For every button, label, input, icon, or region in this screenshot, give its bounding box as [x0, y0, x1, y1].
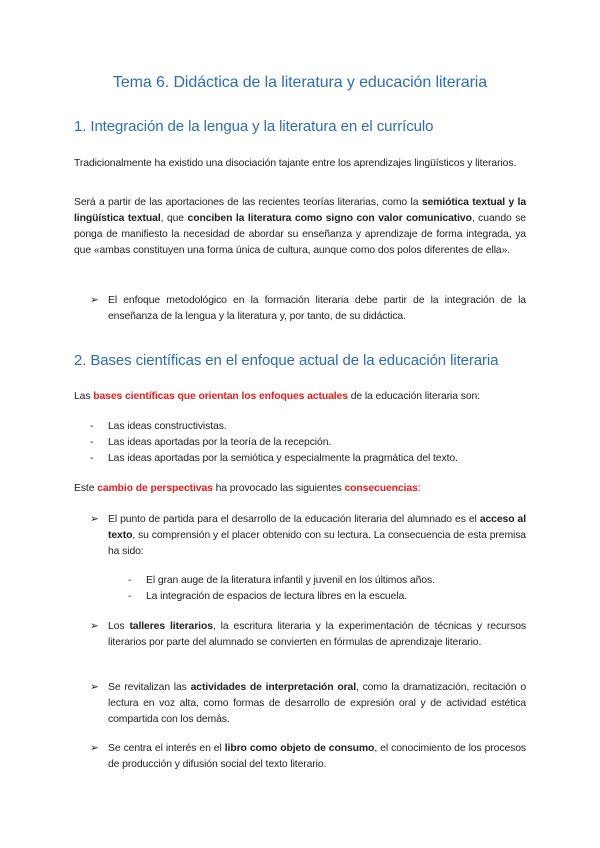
sub-item-1: - El gran auge de la literatura infantil y juvenil en los últimos años.: [128, 573, 435, 589]
sub-item-2: - La integración de espacios de lectura libres en la escuela.: [128, 589, 407, 605]
emphasis-acceso: acceso al texto: [108, 514, 526, 541]
section1-heading: 1. Integración de la lengua y la literatura en el currículo: [74, 118, 434, 135]
dash-bullet-icon: -: [90, 453, 94, 464]
list-item-base-1: - Las ideas constructivistas.: [90, 419, 227, 435]
arrow-bullet-icon: ➢: [90, 621, 99, 632]
arrow-bullet-icon: ➢: [90, 295, 99, 306]
arrow-bullet-icon: ➢: [90, 682, 99, 693]
section1-paragraph-2: Será a partir de las aportaciones de las recientes teorías literarias, como la semiótica textual y la lingüística textual, que conciben la literatura como signo con valor comunicativo, cuando se ponga de manifiesto la necesidad de abordar su enseñanza y aprendizaje de forma integrada, ya que «ambas constituyen una forma única de cultura, aunque como dos polos diferentes de ella».: [74, 197, 526, 256]
section2-intro: Las bases científicas que orientan los enfoques actuales de la educación literaria son:: [74, 391, 480, 402]
emphasis-semiotica: semiótica textual y la lingüística textual: [74, 197, 526, 224]
section1-bullet: ➢ El enfoque metodológico en la formación literaria debe partir de la integración de la enseñanza de la lengua y la literatura y, por tanto, de su didáctica.: [90, 295, 526, 322]
highlight-consecuencias: consecuencias: [344, 483, 418, 494]
consequence-1: ➢ El punto de partida para el desarrollo de la educación literaria del alumnado es el acceso al texto, su comprensión y el placer obtenido con su lectura. La consecuencia de esta premisa ha sido:: [90, 514, 526, 557]
emphasis-talleres: talleres literarios: [129, 621, 213, 632]
highlight-cambio: cambio de perspectivas: [97, 483, 213, 494]
dash-bullet-icon: -: [90, 437, 94, 448]
emphasis-actividades: actividades de interpretación oral: [190, 682, 356, 693]
dash-bullet-icon: -: [128, 575, 132, 586]
section2-heading: 2. Bases científicas en el enfoque actual de la educación literaria: [74, 352, 499, 369]
dash-bullet-icon: -: [128, 591, 132, 602]
consequence-4: ➢ Se centra el interés en el libro como objeto de consumo, el conocimiento de los procesos de producción y difusión social del texto literario.: [90, 743, 526, 770]
emphasis-libro: libro como objeto de consumo: [224, 743, 375, 754]
consequence-2: ➢ Los talleres literarios, la escritura literaria y la experimentación de técnicas y recursos literarios por parte del alumnado se convierten en fórmulas de aprendizaje literario.: [90, 621, 526, 648]
section2-cambio: Este cambio de perspectivas ha provocado las siguientes consecuencias:: [74, 483, 421, 494]
list-item-base-3: - Las ideas aportadas por la semiótica y especialmente la pragmática del texto.: [90, 451, 458, 467]
list-item-base-2: - Las ideas aportadas por la teoría de la recepción.: [90, 435, 331, 451]
arrow-bullet-icon: ➢: [90, 514, 99, 525]
document-title: Tema 6. Didáctica de la literatura y educación literaria: [112, 74, 488, 91]
dash-bullet-icon: -: [90, 421, 94, 432]
highlight-bases: bases científicas que orientan los enfoques actuales: [93, 391, 348, 402]
emphasis-signo: conciben la literatura como signo con valor comunicativo: [187, 213, 472, 224]
consequence-3: ➢ Se revitalizan las actividades de interpretación oral, como la dramatización, recitación o lectura en voz alta, como formas de desarrollo de expresión oral y de actividad estética compartida con los demás.: [90, 682, 527, 725]
section1-paragraph-1: Tradicionalmente ha existido una disociación tajante entre los aprendizajes lingüísticos y literarios.: [74, 158, 517, 169]
arrow-bullet-icon: ➢: [90, 743, 99, 754]
